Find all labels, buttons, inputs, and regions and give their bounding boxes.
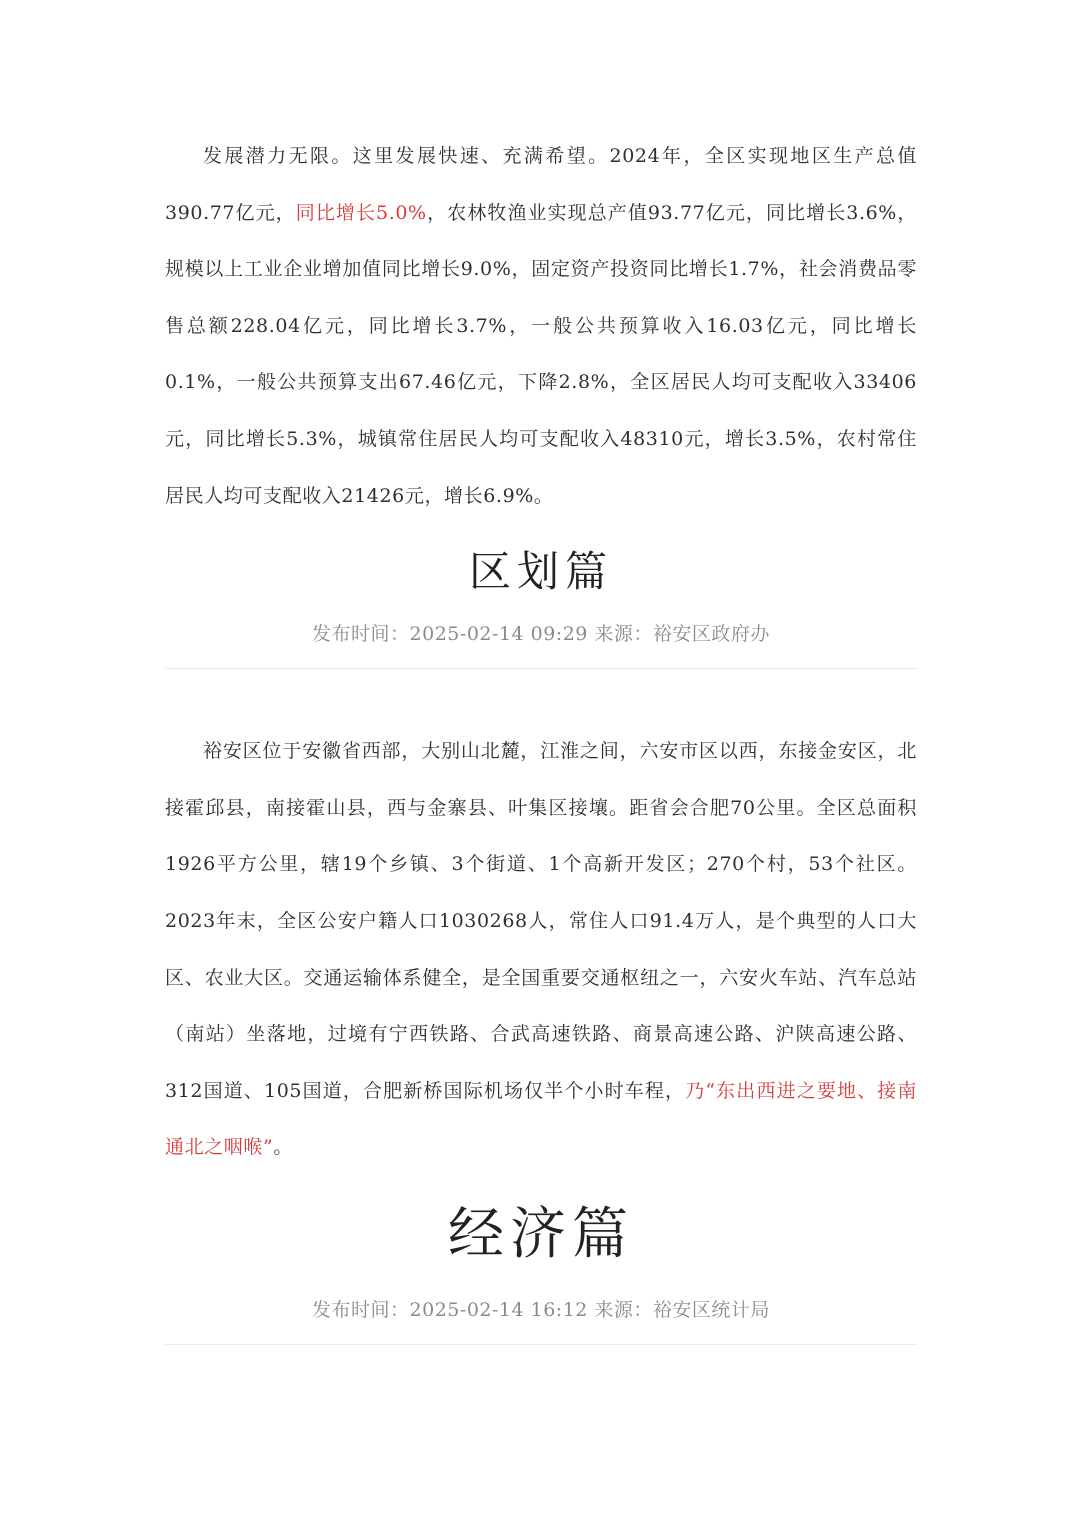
- article-body: [165, 128, 917, 1345]
- division-publish-meta: 发布时间：2025-02-14 09:29 来源：裕安区政府办: [312, 623, 770, 646]
- economy-intro-text-a: 发展潜力无限。这里发展快速、充满希望。2024年，全区实现地区生产总值390.77亿元，: [165, 145, 917, 224]
- economy-publish-meta: 发布时间：2025-02-14 16:12 来源：裕安区统计局: [312, 1298, 770, 1321]
- division-text-a: 裕安区位于安徽省西部，大别山北麓，江淮之间，六安市区以西，东接金安区，北接霍邱县，南接霍山县，西与金寨县、叶集区接壤。距省会合肥70公里。全区总面积1926平方公里，辖19个乡镇、3个街道、1个高新开发区；270个村，53个社区。2023年末，全区公安户籍人口1030268人，常住人口91.4万人，是个典型的人口大区、农业大区。交通运输体系健全，是全国重要交通枢纽之一，六安火车站、汽车总站（南站）坐落地，过境有宁西铁路、合武高速铁路、商景高速公路、沪陕高速公路、312国道、105国道，合肥新桥国际机场仅半个小时车程，: [165, 740, 917, 1102]
- economy-divider: [165, 1344, 917, 1345]
- economy-intro-paragraph: [165, 128, 917, 524]
- section-title-division: 区划篇: [468, 547, 613, 597]
- section-title-economy: 经济篇: [448, 1201, 634, 1267]
- division-text-b: 。: [273, 1136, 293, 1159]
- economy-intro-text-b: ，农林牧渔业实现总产值93.77亿元，同比增长3.6%，规模以上工业企业增加值同比增长9.0%，固定资产投资同比增长1.7%，社会消费品零售总额228.04亿元，同比增长3.7%，一般公共预算收入16.03亿元，同比增长0.1%，一般公共预算支出67.46亿元，下降2.8%，全区居民人均可支配收入33406元，同比增长5.3%，城镇常住居民人均可支配收入48310元，增长3.5%，农村常住居民人均可支配收入21426元，增长6.9%。: [165, 201, 918, 507]
- division-paragraph: [165, 723, 917, 1176]
- transport-hub-highlight: 乃“东出西进之要地、接南通北之咽喉”: [165, 1079, 917, 1159]
- division-divider: [165, 668, 917, 669]
- gdp-growth-highlight: 同比增长5.0%: [295, 201, 427, 224]
